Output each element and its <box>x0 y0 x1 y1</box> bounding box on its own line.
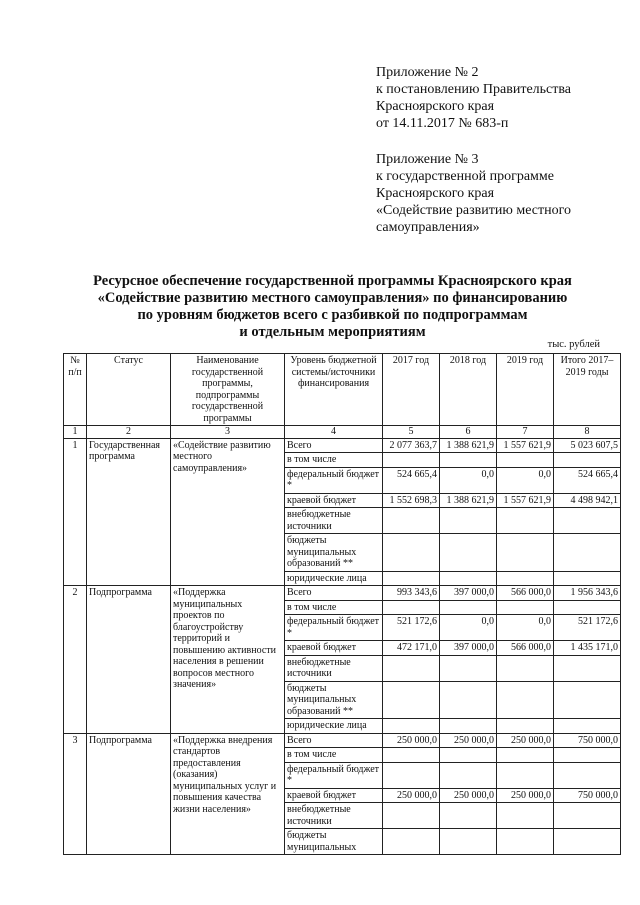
value-2019-cell <box>497 803 554 829</box>
value-2018-cell <box>440 534 497 572</box>
funding-level-cell: краевой бюджет <box>285 788 383 803</box>
value-total-cell <box>554 762 621 788</box>
value-total-cell <box>554 508 621 534</box>
value-2019-cell: 0,0 <box>497 467 554 493</box>
header-cell: № п/п <box>64 354 87 426</box>
appendix-line: Красноярского края <box>376 99 495 114</box>
program-name-cell: «Поддержка внедрения стандартов предоставления (оказания) муниципальных услуг и повышения качества жизни населения» <box>171 733 285 855</box>
value-total-cell <box>554 655 621 681</box>
funding-level-cell: федеральный бюджет * <box>285 762 383 788</box>
value-2019-cell <box>497 762 554 788</box>
value-2018-cell <box>440 571 497 586</box>
funding-level-cell: Всего <box>285 438 383 453</box>
value-2019-cell: 1 557 621,9 <box>497 438 554 453</box>
appendix-line: Приложение № 2 <box>376 65 479 80</box>
value-2019-cell: 1 557 621,9 <box>497 493 554 508</box>
column-number: 3 <box>171 426 285 439</box>
value-2018-cell: 397 000,0 <box>440 586 497 601</box>
value-2018-cell <box>440 829 497 855</box>
value-2019-cell <box>497 571 554 586</box>
table-row <box>64 586 621 601</box>
program-name-cell: «Поддержка муниципальных проектов по благоустройству территорий и повышению активности населения в решении вопросов местного значения» <box>171 586 285 734</box>
funding-level-cell: внебюджетные источники <box>285 508 383 534</box>
value-total-cell: 750 000,0 <box>554 733 621 748</box>
value-2017-cell <box>383 762 440 788</box>
funding-table <box>63 353 621 855</box>
title-line: по уровням бюджетов всего с разбивкой по подпрограммам <box>137 307 528 323</box>
value-2018-cell <box>440 803 497 829</box>
funding-level-cell: краевой бюджет <box>285 493 383 508</box>
value-2019-cell: 566 000,0 <box>497 586 554 601</box>
value-total-cell: 521 172,6 <box>554 615 621 641</box>
value-2019-cell <box>497 600 554 615</box>
funding-level-cell: бюджеты муниципальных <box>285 829 383 855</box>
value-2018-cell <box>440 762 497 788</box>
program-name-cell: «Содействие развитию местного самоуправления» <box>171 438 285 586</box>
appendix-line: Приложение № 3 <box>376 152 479 167</box>
column-number: 4 <box>285 426 383 439</box>
value-2018-cell: 397 000,0 <box>440 641 497 656</box>
table-body <box>64 438 621 855</box>
value-2017-cell <box>383 829 440 855</box>
funding-level-cell: Всего <box>285 586 383 601</box>
header-cell: 2019 год <box>497 354 554 426</box>
value-2019-cell: 250 000,0 <box>497 733 554 748</box>
value-total-cell <box>554 803 621 829</box>
value-total-cell: 750 000,0 <box>554 788 621 803</box>
header-cell: Наименование государственной программы, подпрограммы государственной программы <box>171 354 285 426</box>
funding-level-cell: федеральный бюджет * <box>285 615 383 641</box>
value-2017-cell <box>383 571 440 586</box>
value-2017-cell: 250 000,0 <box>383 733 440 748</box>
value-2018-cell: 250 000,0 <box>440 788 497 803</box>
value-2019-cell <box>497 748 554 763</box>
value-total-cell <box>554 829 621 855</box>
value-2017-cell <box>383 655 440 681</box>
status-cell: Государственная программа <box>87 438 171 586</box>
appendix-3-header <box>376 151 626 236</box>
column-number: 6 <box>440 426 497 439</box>
funding-level-cell: в том числе <box>285 453 383 468</box>
value-2018-cell <box>440 655 497 681</box>
header-cell: Уровень бюджетной системы/источники финансирования <box>285 354 383 426</box>
value-total-cell <box>554 600 621 615</box>
value-2017-cell <box>383 803 440 829</box>
value-2019-cell: 0,0 <box>497 615 554 641</box>
appendix-line: к государственной программе <box>376 169 554 184</box>
appendix-2-header <box>376 64 626 132</box>
value-2017-cell: 1 552 698,3 <box>383 493 440 508</box>
funding-level-cell: бюджеты муниципальных образований ** <box>285 534 383 572</box>
header-cell: 2018 год <box>440 354 497 426</box>
column-number: 1 <box>64 426 87 439</box>
funding-level-cell: федеральный бюджет * <box>285 467 383 493</box>
table-row <box>64 438 621 453</box>
value-2019-cell: 250 000,0 <box>497 788 554 803</box>
appendix-line: «Содействие развитию местного <box>376 203 571 218</box>
value-2017-cell: 2 077 363,7 <box>383 438 440 453</box>
value-total-cell <box>554 571 621 586</box>
units-label: тыс. рублей <box>547 339 600 350</box>
status-cell: Подпрограмма <box>87 586 171 734</box>
value-2018-cell <box>440 508 497 534</box>
value-2017-cell <box>383 748 440 763</box>
value-2018-cell <box>440 719 497 734</box>
value-2018-cell: 250 000,0 <box>440 733 497 748</box>
value-2017-cell <box>383 508 440 534</box>
funding-level-cell: краевой бюджет <box>285 641 383 656</box>
appendix-line: самоуправления» <box>376 220 480 235</box>
value-total-cell <box>554 681 621 719</box>
value-2017-cell <box>383 453 440 468</box>
appendix-line: от 14.11.2017 № 683-п <box>376 116 509 131</box>
appendix-line: Красноярского края <box>376 186 495 201</box>
funding-level-cell: юридические лица <box>285 719 383 734</box>
column-number: 2 <box>87 426 171 439</box>
value-2018-cell: 0,0 <box>440 615 497 641</box>
value-2017-cell <box>383 719 440 734</box>
value-2018-cell <box>440 681 497 719</box>
funding-level-cell: внебюджетные источники <box>285 803 383 829</box>
value-total-cell <box>554 748 621 763</box>
table-row <box>64 733 621 748</box>
value-2018-cell: 1 388 621,9 <box>440 438 497 453</box>
title-line: «Содействие развитию местного самоуправления» по финансированию <box>97 290 568 306</box>
header-cell: Статус <box>87 354 171 426</box>
document-title <box>40 273 625 341</box>
value-2019-cell <box>497 453 554 468</box>
row-number-cell: 2 <box>64 586 87 734</box>
value-2018-cell: 1 388 621,9 <box>440 493 497 508</box>
value-2017-cell <box>383 600 440 615</box>
value-2017-cell: 524 665,4 <box>383 467 440 493</box>
value-2017-cell: 993 343,6 <box>383 586 440 601</box>
value-2017-cell: 250 000,0 <box>383 788 440 803</box>
value-2017-cell: 472 171,0 <box>383 641 440 656</box>
funding-level-cell: внебюджетные источники <box>285 655 383 681</box>
value-total-cell: 524 665,4 <box>554 467 621 493</box>
funding-level-cell: в том числе <box>285 748 383 763</box>
table-header-row <box>64 354 621 426</box>
value-total-cell <box>554 453 621 468</box>
value-total-cell: 5 023 607,5 <box>554 438 621 453</box>
value-2019-cell <box>497 829 554 855</box>
value-total-cell: 4 498 942,1 <box>554 493 621 508</box>
value-2017-cell: 521 172,6 <box>383 615 440 641</box>
value-2019-cell <box>497 719 554 734</box>
value-2018-cell: 0,0 <box>440 467 497 493</box>
column-number: 5 <box>383 426 440 439</box>
title-line: и отдельным мероприятиям <box>239 324 426 340</box>
value-2019-cell: 566 000,0 <box>497 641 554 656</box>
column-number-row <box>64 426 621 439</box>
value-2018-cell <box>440 600 497 615</box>
value-2018-cell <box>440 453 497 468</box>
value-2017-cell <box>383 681 440 719</box>
value-2019-cell <box>497 508 554 534</box>
title-line: Ресурсное обеспечение государственной программы Красноярского края <box>93 273 572 289</box>
column-number: 8 <box>554 426 621 439</box>
funding-level-cell: в том числе <box>285 600 383 615</box>
appendix-line: к постановлению Правительства <box>376 82 572 97</box>
funding-level-cell: Всего <box>285 733 383 748</box>
value-2017-cell <box>383 534 440 572</box>
value-total-cell: 1 956 343,6 <box>554 586 621 601</box>
header-cell: Итого 2017–2019 годы <box>554 354 621 426</box>
row-number-cell: 1 <box>64 438 87 586</box>
funding-level-cell: юридические лица <box>285 571 383 586</box>
status-cell: Подпрограмма <box>87 733 171 855</box>
value-2019-cell <box>497 655 554 681</box>
header-cell: 2017 год <box>383 354 440 426</box>
value-total-cell <box>554 534 621 572</box>
value-total-cell: 1 435 171,0 <box>554 641 621 656</box>
funding-level-cell: бюджеты муниципальных образований ** <box>285 681 383 719</box>
column-number: 7 <box>497 426 554 439</box>
row-number-cell: 3 <box>64 733 87 855</box>
value-2019-cell <box>497 681 554 719</box>
value-2018-cell <box>440 748 497 763</box>
value-total-cell <box>554 719 621 734</box>
value-2019-cell <box>497 534 554 572</box>
